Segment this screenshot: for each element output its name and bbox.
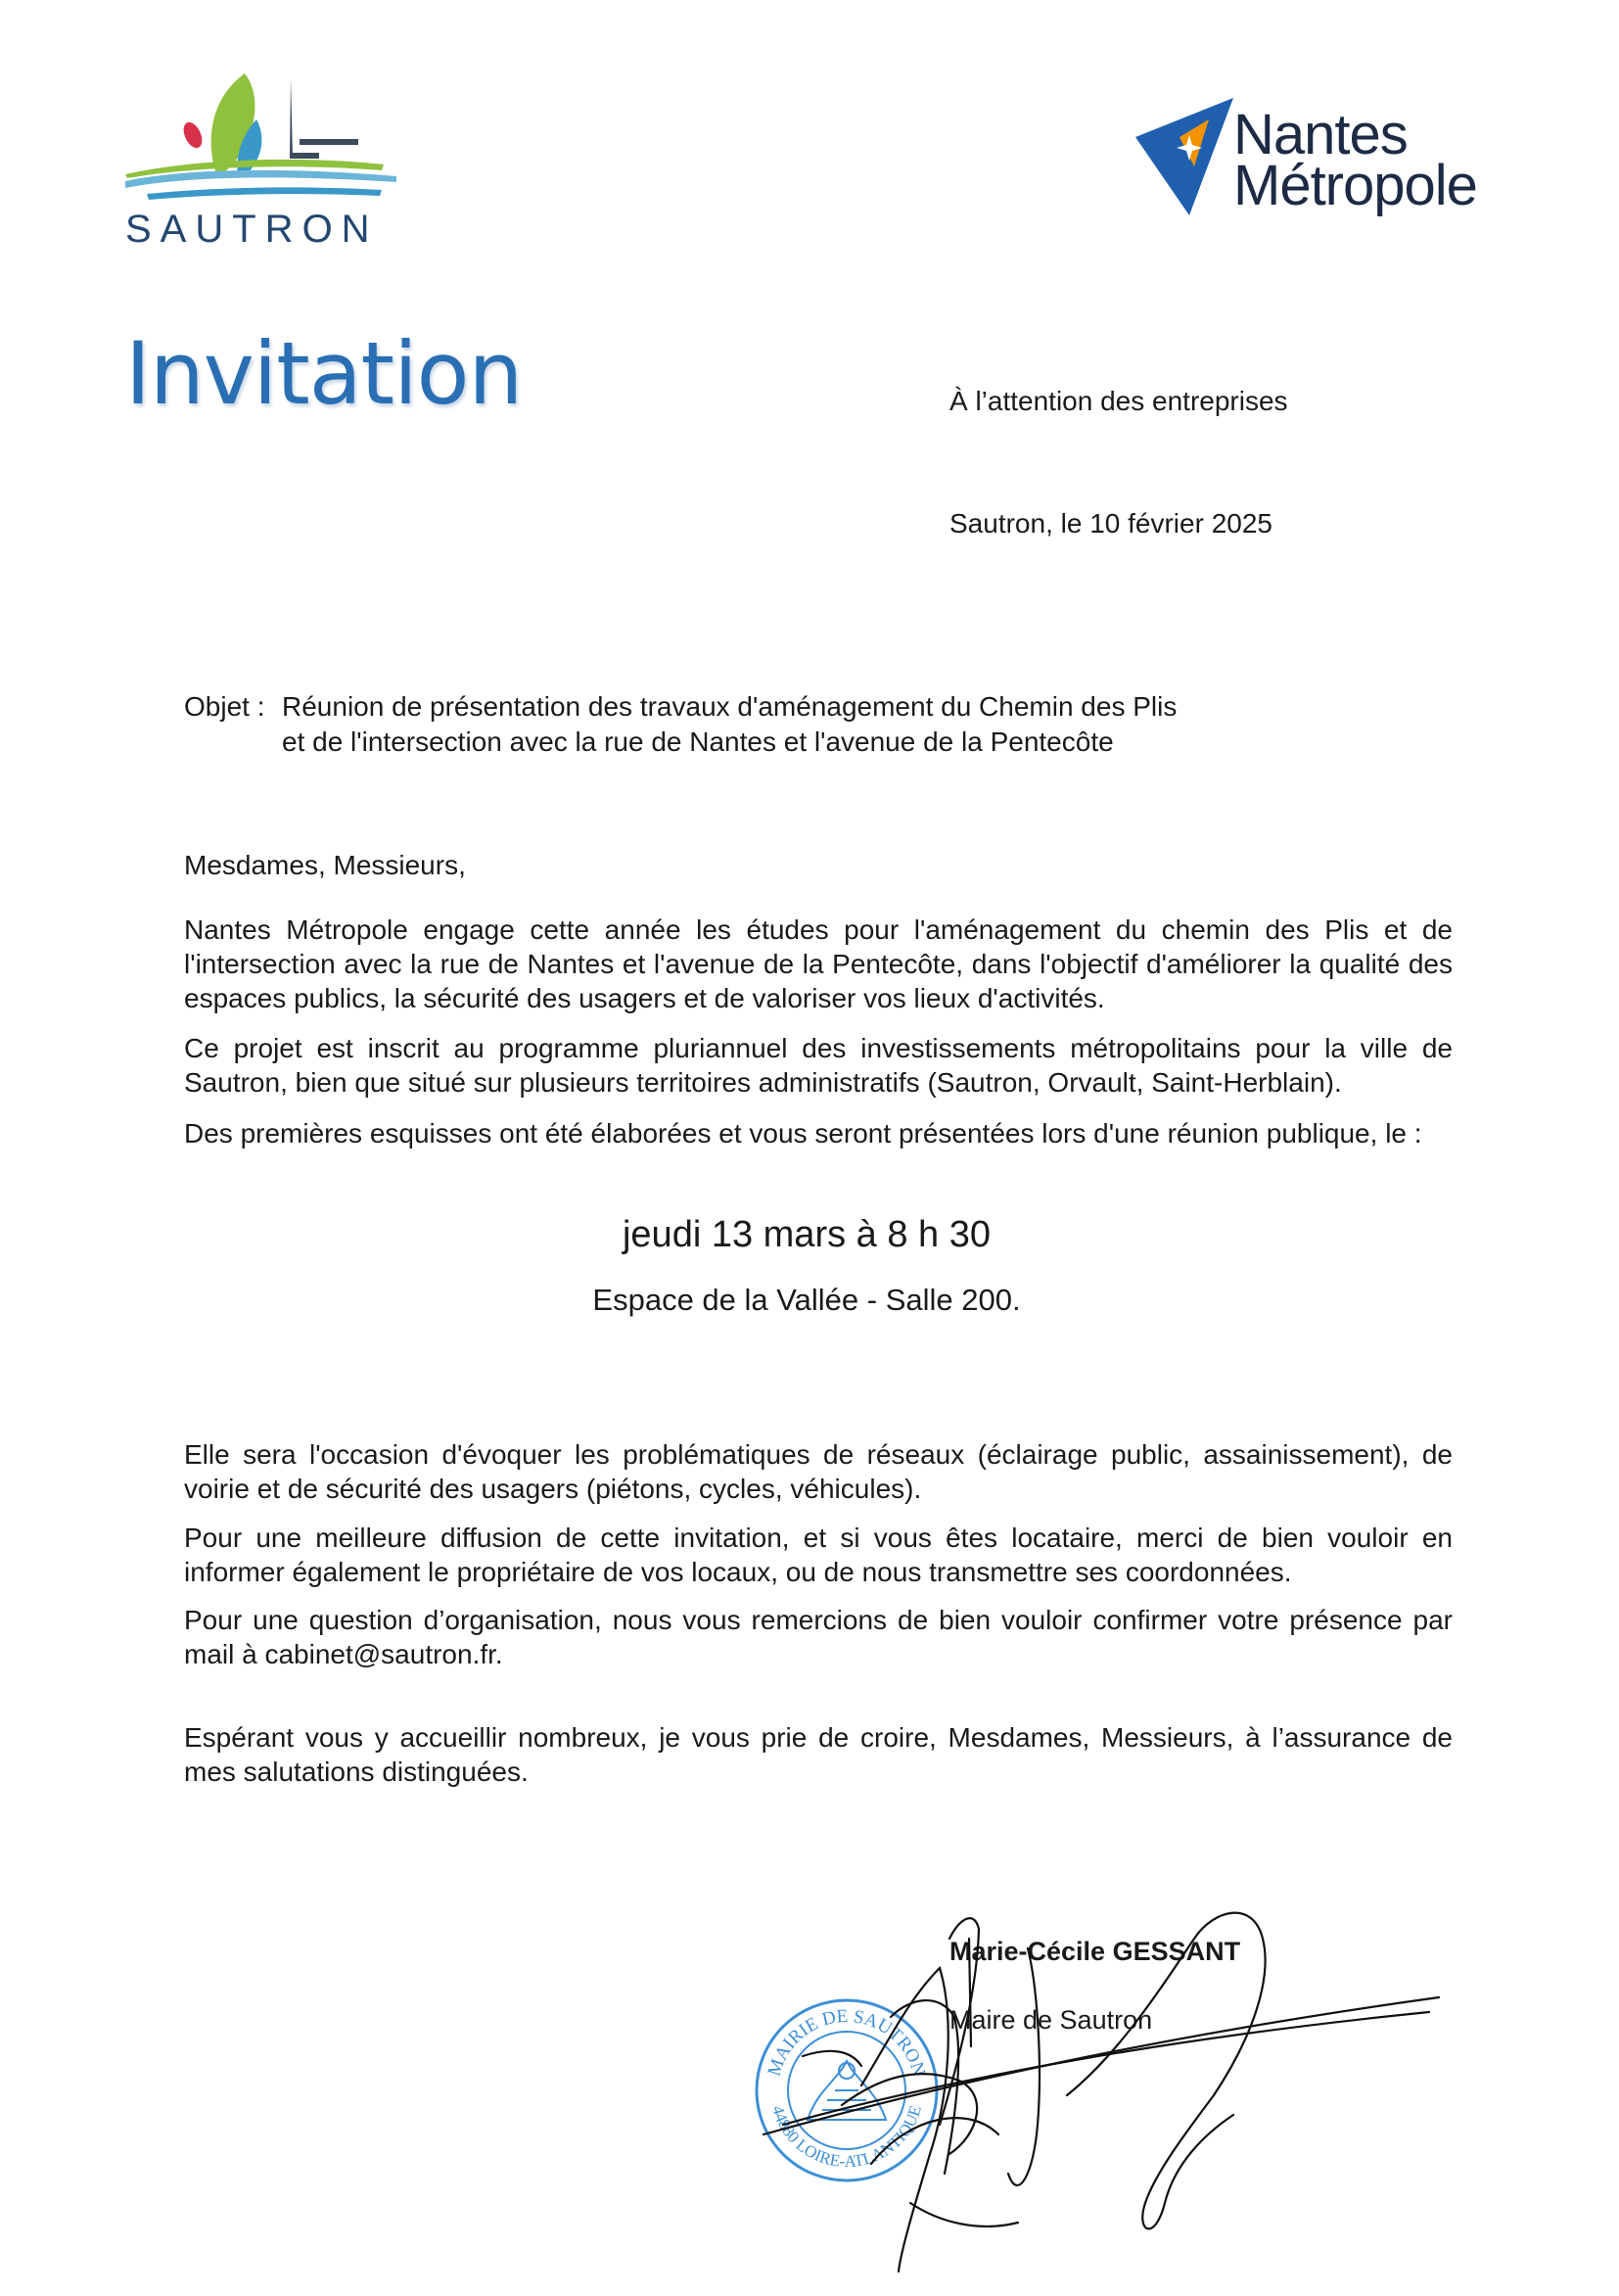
sautron-logo-graphic: [117, 59, 411, 215]
nantes-metropole-line2: Métropole: [1233, 154, 1477, 217]
salutation: Mesdames, Messieurs,: [184, 850, 466, 880]
paragraph-5: Pour une meilleure diffusion de cette invitation, et si vous êtes locataire, merci de bien vouloir en informer également le propriétaire de vos locaux, ou de nous transmettre ses coordonnées.: [184, 1523, 1453, 1587]
handwritten-signature: [744, 1880, 1449, 2291]
paragraph-3: Des premières esquisses ont été élaborées et vous seront présentées lors d'une réunion publique, le :: [184, 1118, 1422, 1148]
event-place: Espace de la Vallée - Salle 200.: [592, 1283, 1021, 1317]
event-date: jeudi 13 mars à 8 h 30: [622, 1214, 991, 1255]
paragraph-4: Elle sera l'occasion d'évoquer les problématiques de réseaux (éclairage public, assainissement), de voirie et de sécurité des usagers (piétons, cycles, véhicules).: [184, 1439, 1453, 1504]
nantes-metropole-line1: Nantes: [1233, 103, 1408, 166]
stamp-bottom-text: 44880 LOIRE-ATLANTIQUE: [768, 2103, 926, 2172]
subject-label: Objet :: [184, 691, 265, 722]
paragraph-2: Ce projet est inscrit au programme pluriannuel des investissements métropolitains pour la ville de Sautron, bien que situé sur plusieurs territoires administratifs (Sautron, Orvault, Saint-Herblain).: [184, 1033, 1453, 1098]
recipient-line: À l’attention des entreprises: [949, 386, 1288, 416]
paragraph-6: [184, 1603, 1453, 1671]
sautron-logo: [117, 59, 411, 264]
contact-email-link[interactable]: cabinet@sautron.fr.: [264, 1639, 503, 1669]
stamp-top-text: MAIRIE DE SAUTRON: [763, 2005, 930, 2079]
document-title: Invitation: [125, 323, 523, 424]
place-date: Sautron, le 10 février 2025: [949, 508, 1272, 539]
paragraph-6-text: Pour une question d’organisation, nous vous remercions de bien vouloir confirmer votre présence par mail à: [184, 1605, 1453, 1669]
nantes-metropole-logo: [1135, 98, 1527, 225]
subject-line-1: Réunion de présentation des travaux d'aménagement du Chemin des Plis: [282, 691, 1178, 722]
nantes-metropole-emblem: [1135, 98, 1233, 225]
subject-line-2: et de l'intersection avec la rue de Nantes et l'avenue de la Pentecôte: [282, 726, 1114, 757]
paragraph-7: Espérant vous y accueillir nombreux, je vous prie de croire, Mesdames, Messieurs, à l’assurance de mes salutations distinguées.: [184, 1722, 1453, 1787]
sautron-logo-text: SAUTRON: [125, 208, 379, 251]
paragraph-1: Nantes Métropole engage cette année les études pour l'aménagement du chemin des Plis et de l'intersection avec la rue de Nantes et l'avenue de la Pentecôte, dans l'objectif d'améliorer la qualité des espaces publics, la sécurité des usagers et de valoriser vos lieux d'activités.: [184, 914, 1453, 1013]
signer-name: Marie-Cécile GESSANT: [949, 1937, 1241, 1966]
signer-role: Maire de Sautron: [949, 2005, 1153, 2035]
subject-text: [282, 689, 1261, 760]
